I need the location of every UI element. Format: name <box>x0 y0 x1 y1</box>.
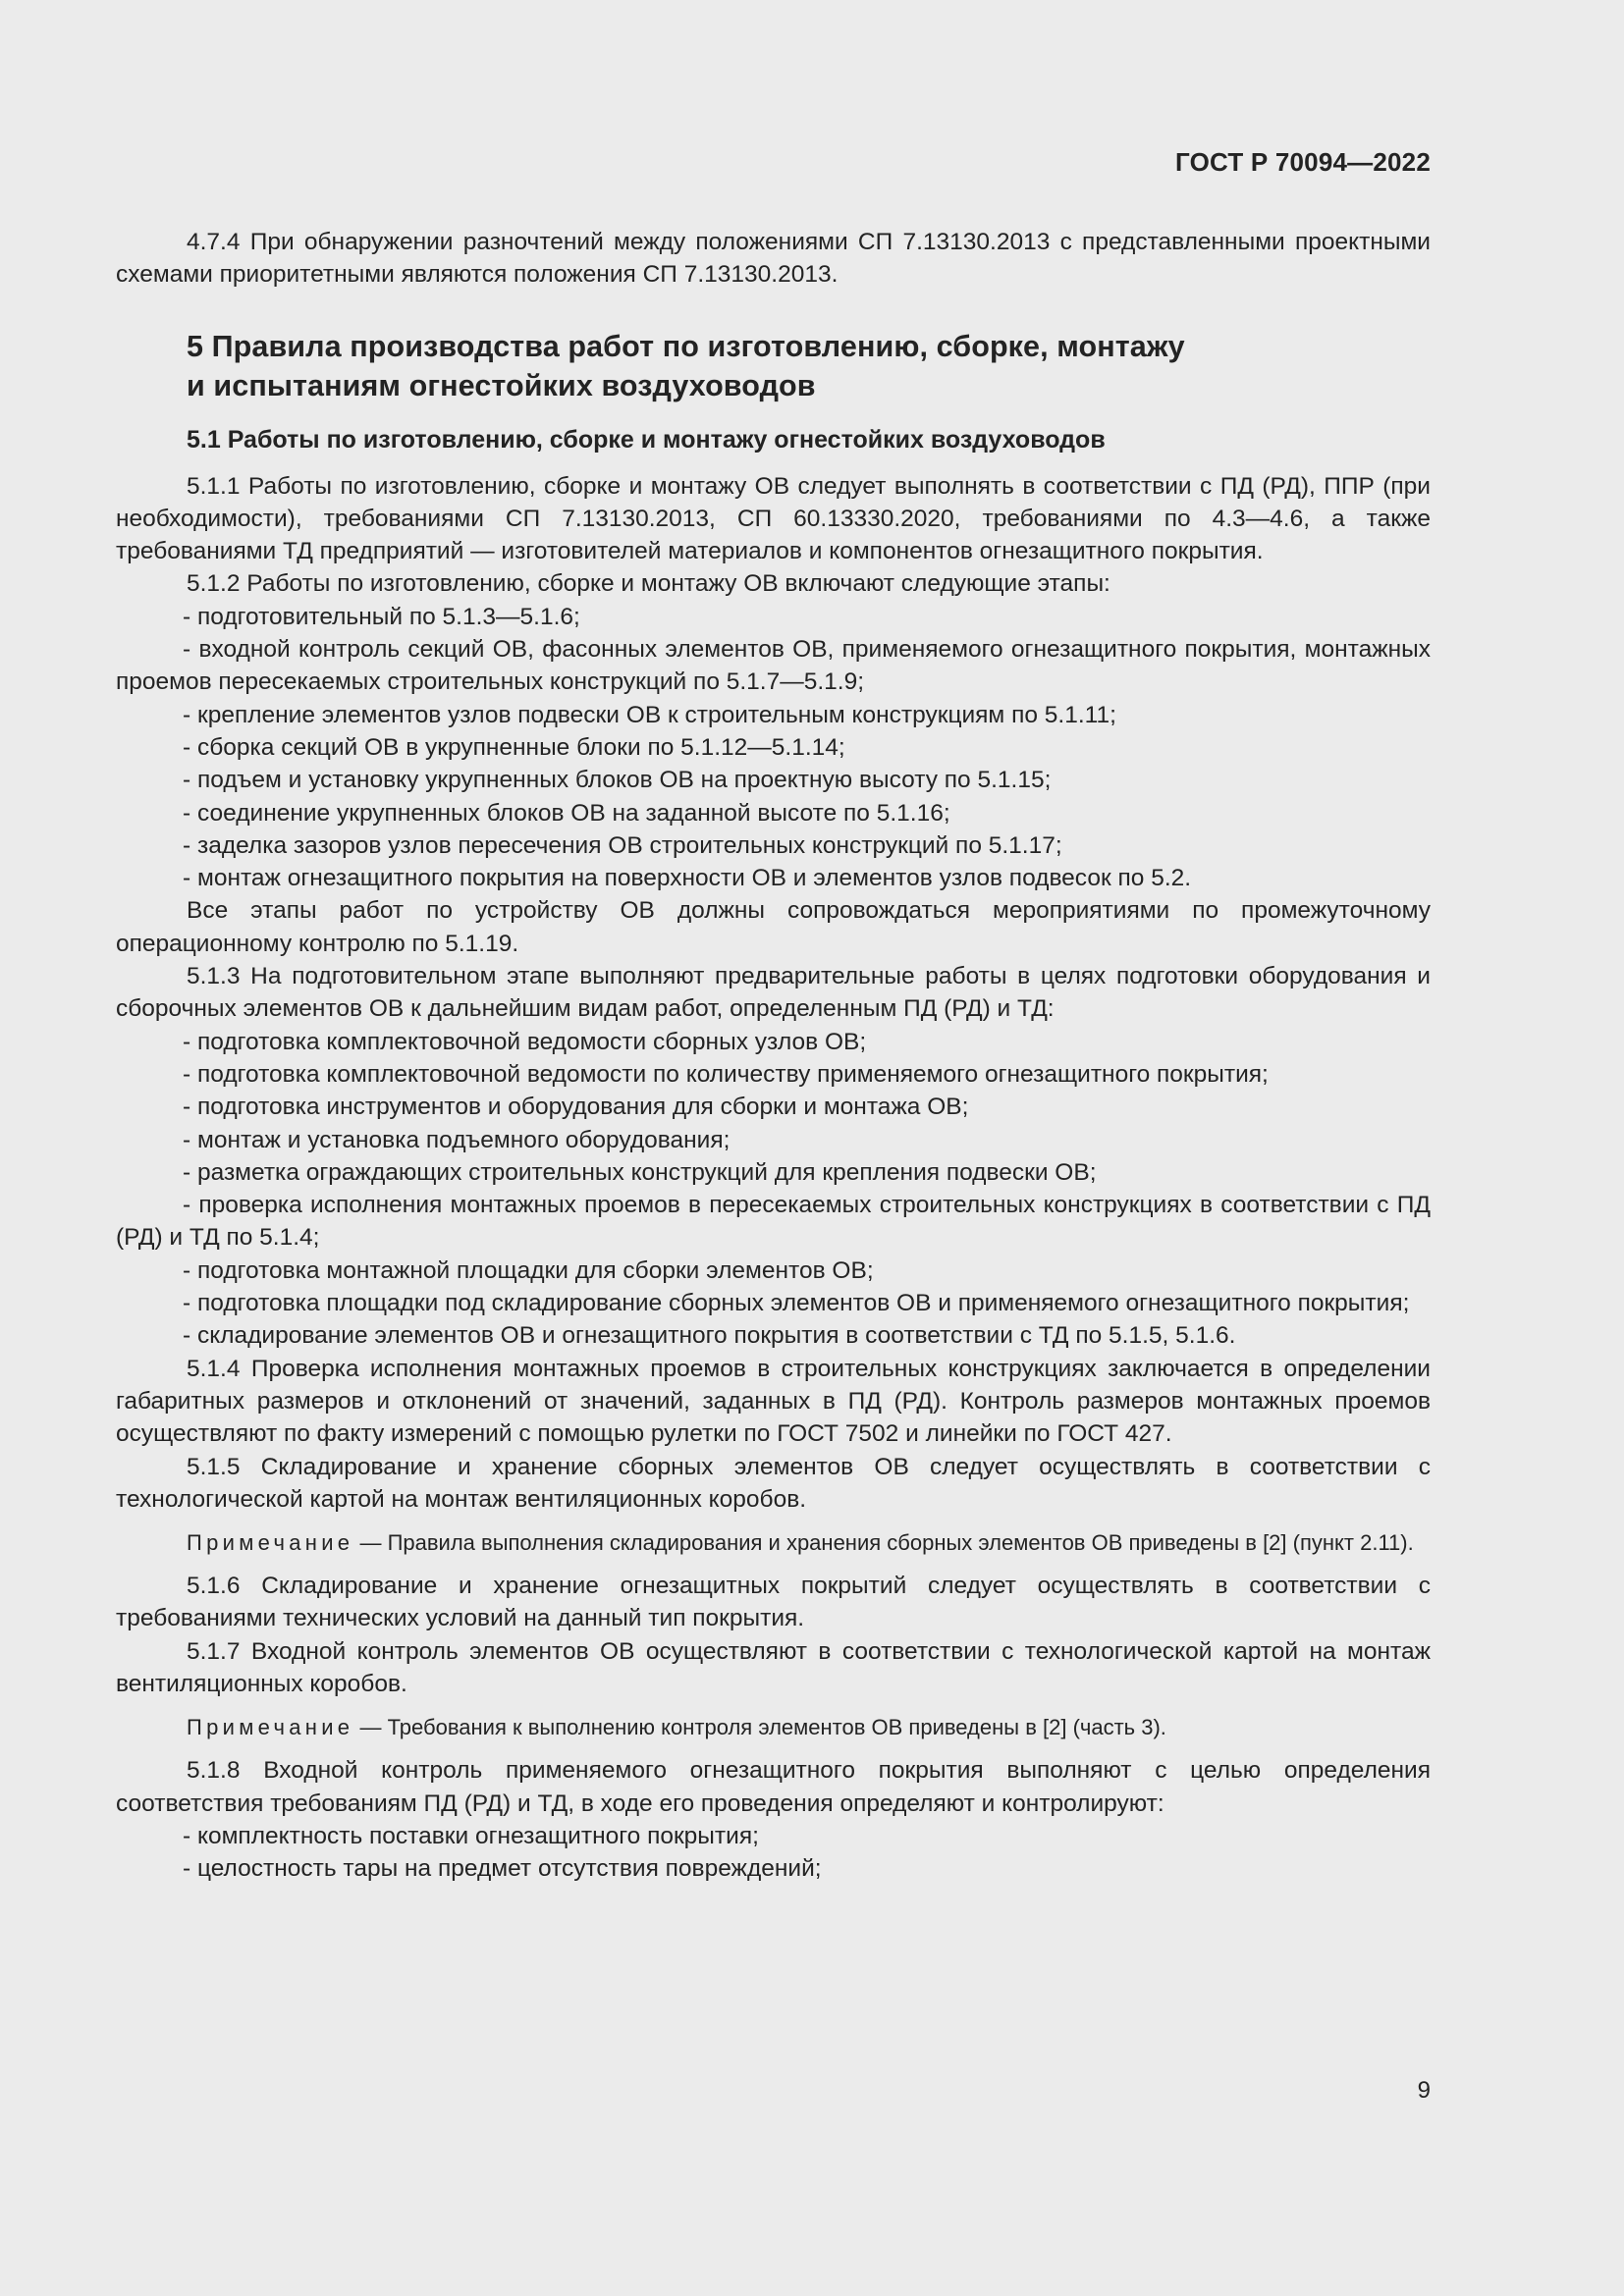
list-item: - заделка зазоров узлов пересечения ОВ строительных конструкций по 5.1.17; <box>116 829 1431 862</box>
note-1-text: — Правила выполнения складирования и хранения сборных элементов ОВ приведены в [2] (пункт 2.11). <box>353 1530 1414 1556</box>
paragraph-5-1-8: 5.1.8 Входной контроль применяемого огнезащитного покрытия выполняют с целью определения соответствия требованиям ПД (РД) и ТД, в ходе его проведения определяют и контролируют: <box>116 1757 1431 1817</box>
paragraph-5-1-6: 5.1.6 Складирование и хранение огнезащитных покрытий следует осуществлять в соответствии с требованиями технических условий на данный тип покрытия. <box>116 1573 1431 1632</box>
list-item: - разметка ограждающих строительных конструкций для крепления подвески ОВ; <box>116 1156 1431 1189</box>
paragraph-5-1-7: 5.1.7 Входной контроль элементов ОВ осуществляют в соответствии с технологической картой на монтаж вентиляционных коробов. <box>116 1637 1431 1697</box>
list-item: - подготовка комплектовочной ведомости сборных узлов ОВ; <box>116 1026 1431 1058</box>
note-2-text: — Требования к выполнению контроля элементов ОВ приведены в [2] (часть 3). <box>353 1715 1166 1740</box>
list-5-1-2 <box>116 601 1431 895</box>
list-item: - входной контроль секций ОВ, фасонных элементов ОВ, применяемого огнезащитного покрытия, монтажных проемов пересекаемых строительных конструкций по 5.1.7—5.1.9; <box>116 633 1431 699</box>
note-label: Примечание <box>187 1715 354 1740</box>
page-number: 9 <box>1417 2077 1431 2104</box>
list-item: - проверка исполнения монтажных проемов в пересекаемых строительных конструкциях в соответствии с ПД (РД) и ТД по 5.1.4; <box>116 1189 1431 1255</box>
paragraph-5-1-4: 5.1.4 Проверка исполнения монтажных проемов в строительных конструкциях заключается в определении габаритных размеров и отклонений от значений, заданных в ПД (РД). Контроль размеров монтажных проемов осуществляют по факту измерений с помощью рулетки по ГОСТ 7502 и линейки по ГОСТ 427. <box>116 1355 1431 1448</box>
section-5-title-line-1: 5 Правила производства работ по изготовлению, сборке, монтажу <box>187 329 1185 363</box>
section-5-title <box>187 327 1431 405</box>
list-item: - монтаж огнезащитного покрытия на поверхности ОВ и элементов узлов подвесок по 5.2. <box>116 862 1431 894</box>
document-body <box>116 226 1431 1885</box>
list-5-1-3 <box>116 1026 1431 1353</box>
section-5-title-line-2: и испытаниям огнестойких воздуховодов <box>187 368 816 402</box>
list-item: - подготовка монтажной площадки для сборки элементов ОВ; <box>116 1255 1431 1287</box>
list-item: - соединение укрупненных блоков ОВ на заданной высоте по 5.1.16; <box>116 797 1431 829</box>
paragraph-4-7-4: 4.7.4 При обнаружении разночтений между положениями СП 7.13130.2013 с представленными проектными схемами приоритетными являются положения СП 7.13130.2013. <box>116 229 1431 289</box>
list-item: - целостность тары на предмет отсутствия повреждений; <box>116 1852 1431 1885</box>
list-item: - подготовительный по 5.1.3—5.1.6; <box>116 601 1431 633</box>
paragraph-5-1-1: 5.1.1 Работы по изготовлению, сборке и монтажу ОВ следует выполнять в соответствии с ПД (РД), ППР (при необходимости), требованиями СП 7.13130.2013, СП 60.13330.2020, требованиями по 4.3—4.6, а также требованиями ТД предприятий — изготовителей материалов и компонентов огнезащитного покрытия. <box>116 472 1431 565</box>
list-item: - подъем и установку укрупненных блоков ОВ на проектную высоту по 5.1.15; <box>116 764 1431 796</box>
list-5-1-8 <box>116 1820 1431 1886</box>
section-5-1-title: 5.1 Работы по изготовлению, сборке и монтажу огнестойких воздуховодов <box>187 425 1106 454</box>
note-2 <box>116 1712 1431 1742</box>
list-item: - монтаж и установка подъемного оборудования; <box>116 1124 1431 1156</box>
list-item: - крепление элементов узлов подвески ОВ к строительным конструкциям по 5.1.11; <box>116 699 1431 731</box>
paragraph-5-1-2-end: Все этапы работ по устройству ОВ должны сопровождаться мероприятиями по промежуточному операционному контролю по 5.1.19. <box>116 897 1431 957</box>
document-code-header: ГОСТ Р 70094—2022 <box>1175 147 1431 177</box>
list-item: - подготовка комплектовочной ведомости по количеству применяемого огнезащитного покрытия; <box>116 1058 1431 1091</box>
list-item: - сборка секций ОВ в укрупненные блоки по 5.1.12—5.1.14; <box>116 731 1431 764</box>
paragraph-5-1-3: 5.1.3 На подготовительном этапе выполняют предварительные работы в целях подготовки оборудования и сборочных элементов ОВ к дальнейшим видам работ, определенным ПД (РД) и ТД: <box>116 963 1431 1023</box>
note-1 <box>116 1527 1431 1558</box>
list-item: - складирование элементов ОВ и огнезащитного покрытия в соответствии с ТД по 5.1.5, 5.1.6. <box>116 1319 1431 1352</box>
paragraph-5-1-2: 5.1.2 Работы по изготовлению, сборке и монтажу ОВ включают следующие этапы: <box>187 570 1110 598</box>
paragraph-5-1-5: 5.1.5 Складирование и хранение сборных элементов ОВ следует осуществлять в соответствии с технологической картой на монтаж вентиляционных коробов. <box>116 1453 1431 1513</box>
list-item: - подготовка инструментов и оборудования для сборки и монтажа ОВ; <box>116 1091 1431 1123</box>
list-item: - комплектность поставки огнезащитного покрытия; <box>116 1820 1431 1852</box>
list-item: - подготовка площадки под складирование сборных элементов ОВ и применяемого огнезащитного покрытия; <box>116 1287 1431 1319</box>
note-label: Примечание <box>187 1530 354 1556</box>
